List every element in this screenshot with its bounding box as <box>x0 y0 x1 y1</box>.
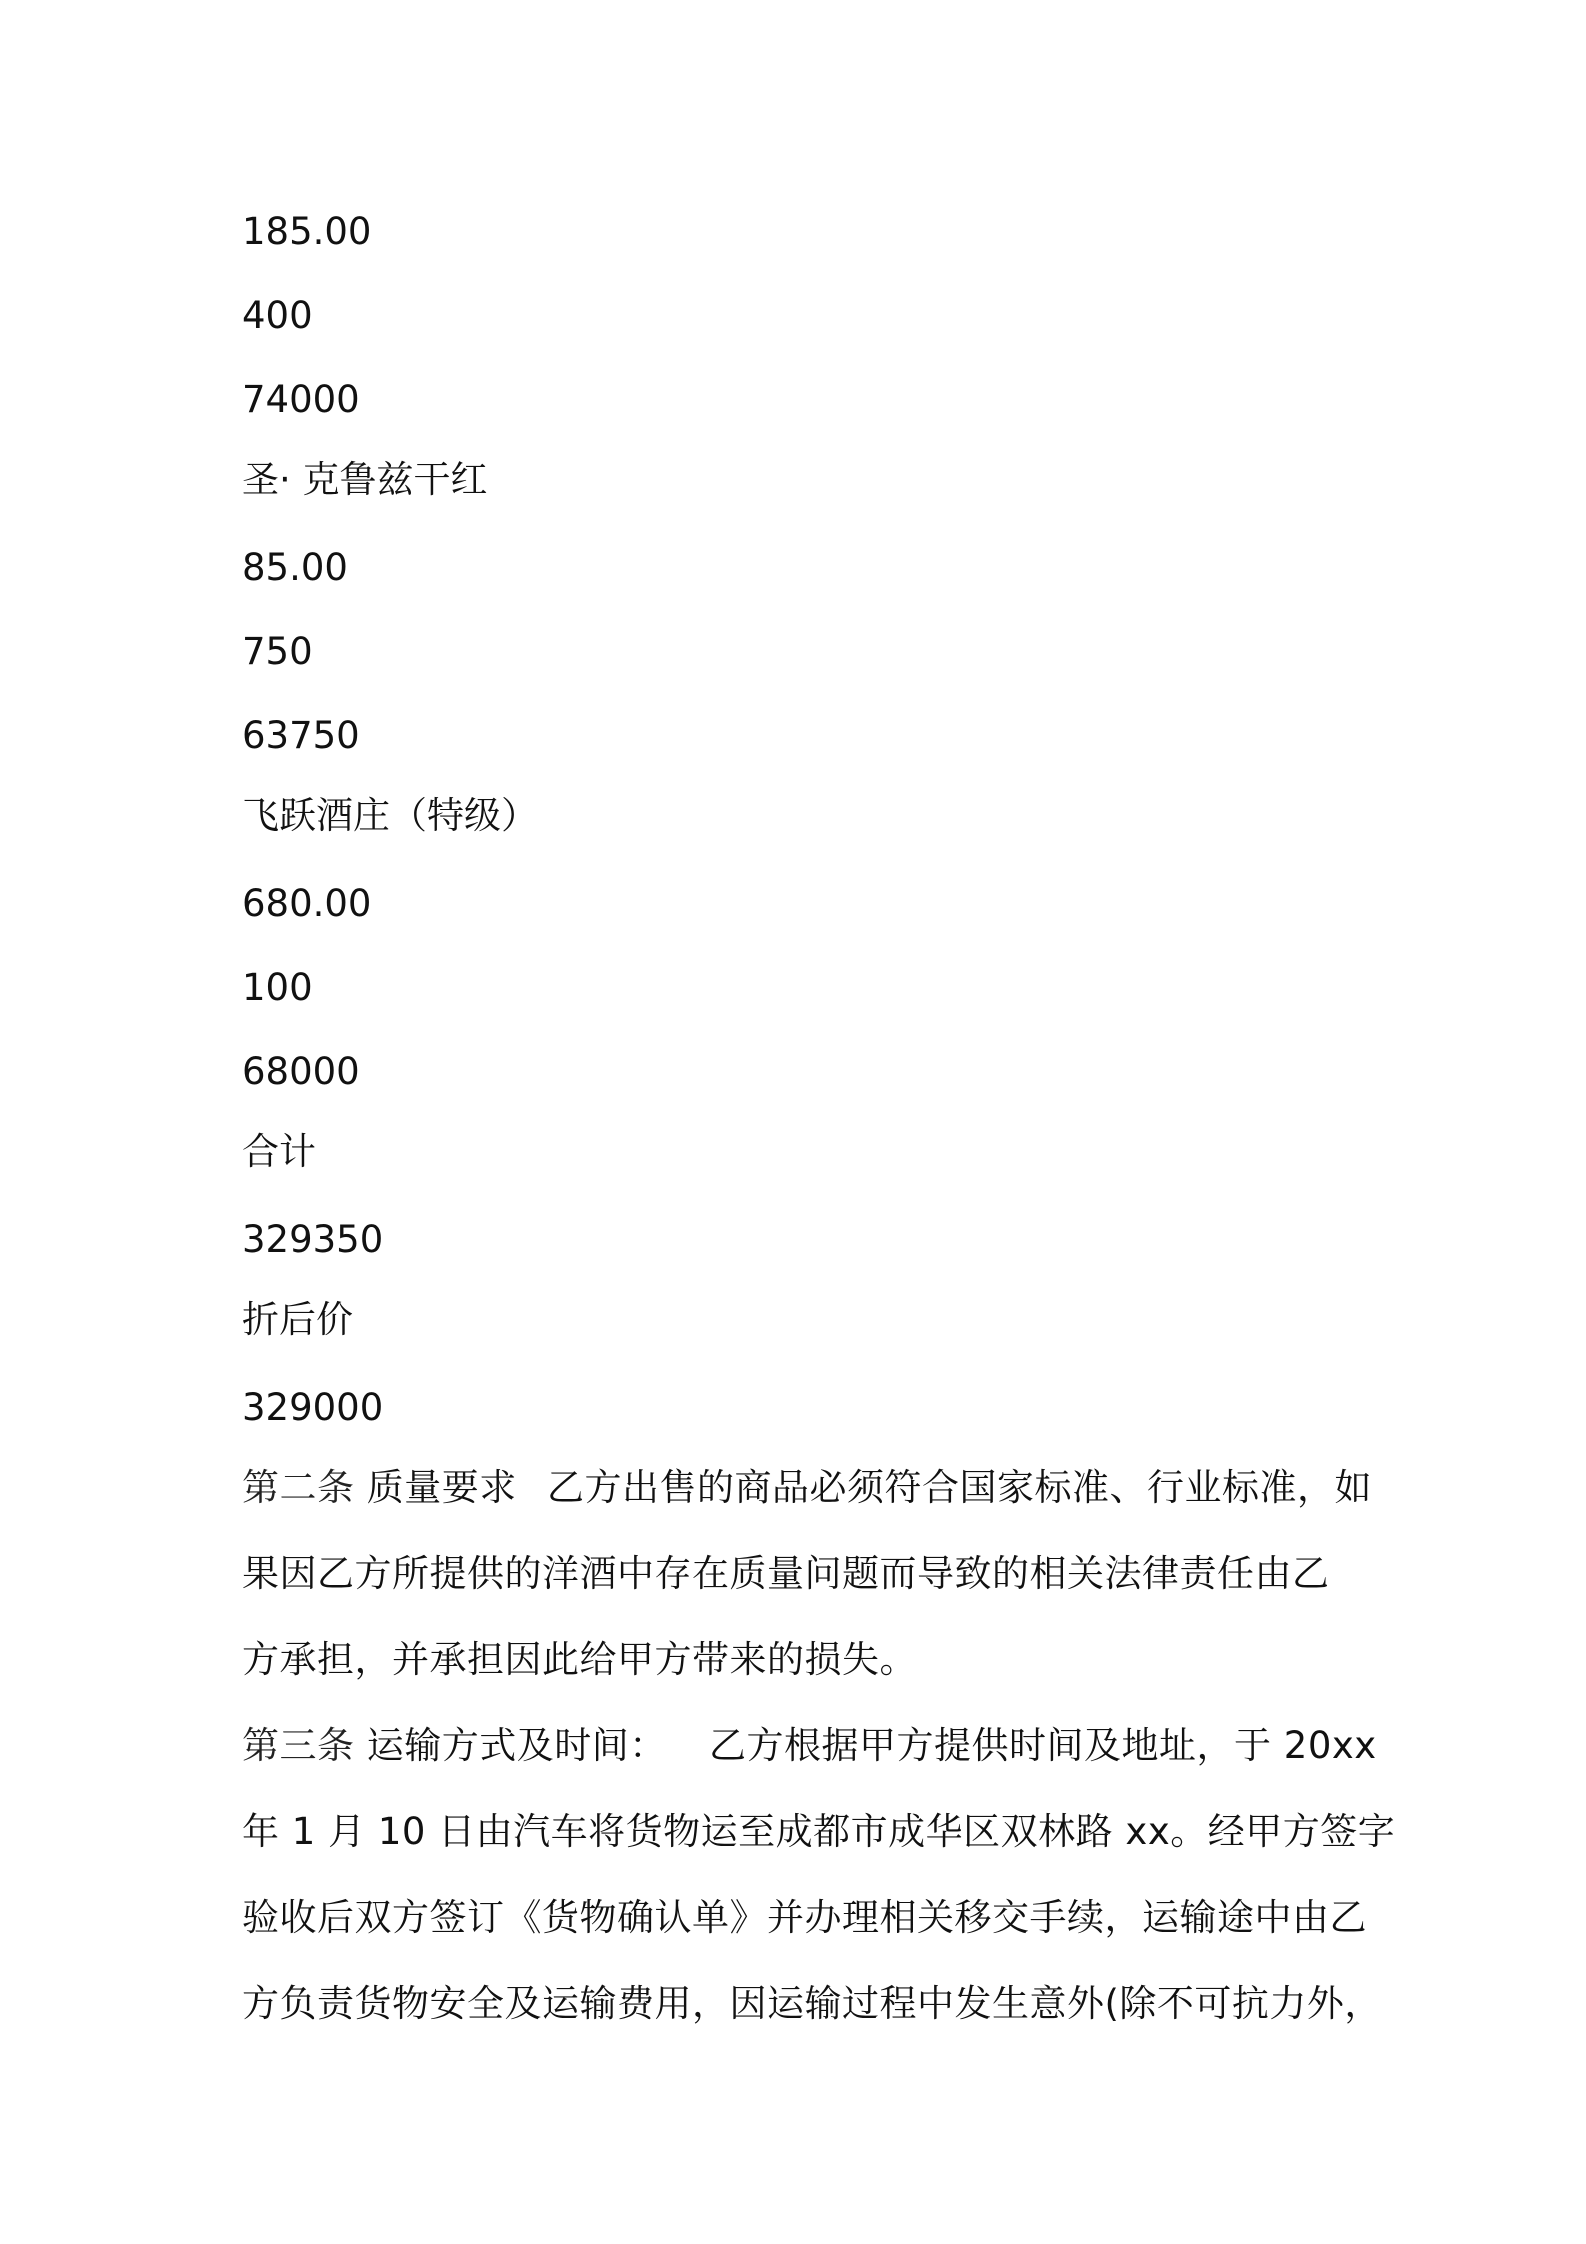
table-cell-qty-3: 100 <box>242 966 313 1009</box>
article2-line-2: 果因乙方所提供的洋酒中存在质量问题而导致的相关法律责任由乙 <box>242 1552 1330 1595</box>
table-cell-qty-1: 400 <box>242 294 313 337</box>
article3-line-1 <box>242 1724 1377 1768</box>
article2-line-1 <box>242 1466 1372 1510</box>
article2-title: 质量要求 <box>366 1466 517 1509</box>
article3-line-2: 年 1 月 10 日由汽车将货物运至成都市成华区双林路 xx。经甲方签字 <box>242 1810 1396 1853</box>
table-cell-price-2: 85.00 <box>242 546 348 589</box>
table-cell-amount-1: 74000 <box>242 378 360 421</box>
article2-line-3: 方承担，并承担因此给甲方带来的损失。 <box>242 1638 917 1681</box>
table-cell-discount-value: 329000 <box>242 1386 384 1429</box>
table-cell-product-2: 圣· 克鲁兹干红 <box>242 458 488 501</box>
table-cell-qty-2: 750 <box>242 630 313 673</box>
table-cell-amount-2: 63750 <box>242 714 360 757</box>
article2-number: 第二条 <box>242 1466 355 1509</box>
table-cell-product-3: 飞跃酒庄（特级） <box>242 794 538 837</box>
table-cell-amount-3: 68000 <box>242 1050 360 1093</box>
table-cell-price-3: 680.00 <box>242 882 372 925</box>
article3-line-3: 验收后双方签订《货物确认单》并办理相关移交手续，运输途中由乙 <box>242 1896 1367 1939</box>
article3-line-4: 方负责货物安全及运输费用，因运输过程中发生意外(除不可抗力外， <box>242 1982 1382 2025</box>
table-cell-total-label: 合计 <box>242 1130 316 1173</box>
table-cell-price-1: 185.00 <box>242 210 372 253</box>
article2-text-1: 乙方出售的商品必须符合国家标准、行业标准，如 <box>547 1466 1373 1509</box>
table-cell-discount-label: 折后价 <box>242 1298 353 1341</box>
article3-title: 运输方式及时间： <box>366 1724 667 1767</box>
article3-text-1: 乙方根据甲方提供时间及地址，于 20xx <box>709 1724 1377 1767</box>
article3-number: 第三条 <box>242 1724 355 1767</box>
table-cell-total-value: 329350 <box>242 1218 384 1261</box>
